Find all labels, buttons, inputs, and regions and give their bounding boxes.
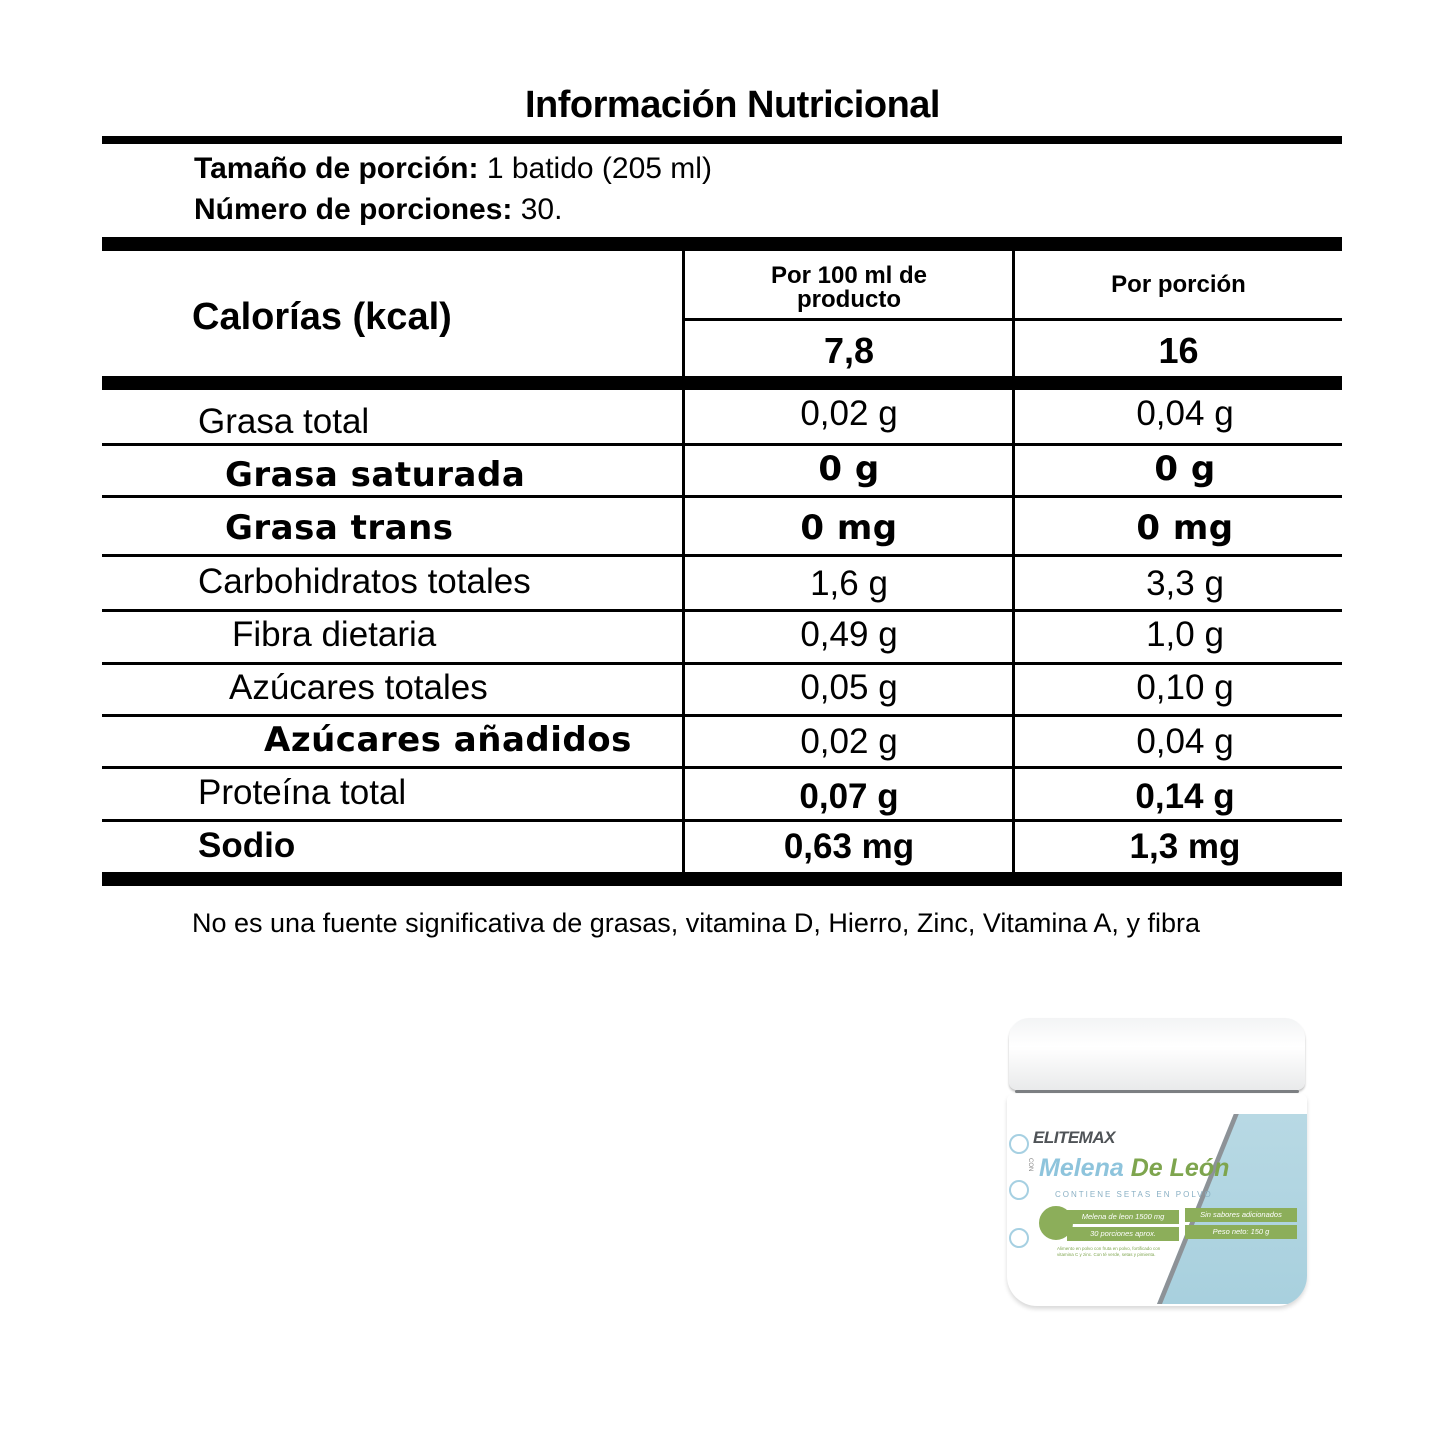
fat-saturated-per-100ml: 0 g: [818, 449, 880, 489]
column-header-per-100ml-line1: Por 100 ml de: [770, 262, 928, 289]
row-divider: [102, 662, 1342, 665]
fiber-per-serving: 1,0 g: [1146, 615, 1224, 654]
carbs-total-per-100ml: 1,6 g: [810, 564, 888, 603]
fat-trans-per-serving: 0 mg: [1136, 508, 1234, 548]
product-tag: Peso neto: 150 g: [1185, 1225, 1297, 1239]
column-header-per-serving: Por porción: [1111, 271, 1246, 298]
row-divider: [102, 766, 1342, 769]
jar-lid: [1009, 1018, 1305, 1090]
nutrient-name-protein: Proteína total: [198, 773, 407, 812]
nutrient-name-sodium: Sodio: [198, 826, 296, 865]
nutrient-name-fat-saturated: Grasa saturada: [225, 455, 526, 495]
side-badge-icon: [1009, 1134, 1029, 1154]
footnote: No es una fuente significativa de grasas, vitamina D, Hierro, Zinc, Vitamina A, y fibra: [192, 908, 1200, 938]
product-con-text: CON: [1027, 1158, 1033, 1172]
sugars-total-per-serving: 0,10 g: [1136, 668, 1234, 707]
servings-count-value: 30.: [520, 193, 563, 226]
jar-body: [1007, 1094, 1307, 1306]
sodium-per-serving: 1,3 mg: [1129, 827, 1241, 866]
serving-size-value: 1 batido (205 ml): [486, 152, 712, 185]
product-brand: ELITEMAX: [1033, 1128, 1115, 1147]
row-divider: [102, 714, 1342, 717]
thick-rule-calories: [102, 376, 1342, 390]
nutrient-name-carbs-total: Carbohidratos totales: [198, 562, 531, 601]
product-name-part3: León: [1169, 1154, 1230, 1182]
serving-size-label: Tamaño de porción:: [194, 152, 479, 185]
product-name-part2: De: [1130, 1154, 1163, 1182]
column-header-per-100ml-line2: producto: [797, 286, 901, 313]
servings-count-label: Número de porciones:: [194, 193, 513, 226]
product-name: [1039, 1154, 1229, 1183]
calories-per-100ml: 7,8: [823, 330, 875, 371]
sugars-added-per-100ml: 0,02 g: [800, 722, 898, 761]
column-header-per-100ml: [685, 264, 1013, 312]
fiber-per-100ml: 0,49 g: [800, 615, 898, 654]
product-image: [1003, 1018, 1311, 1308]
nutrient-name-fat-trans: Grasa trans: [225, 508, 454, 548]
product-tag: Melena de leon 1500 mg: [1067, 1210, 1179, 1224]
protein-per-100ml: 0,07 g: [799, 777, 899, 816]
side-badge-icon: [1009, 1228, 1029, 1248]
nutrient-name-fat-total: Grasa total: [198, 402, 370, 441]
calories-per-serving: 16: [1158, 330, 1199, 371]
fat-total-per-serving: 0,04 g: [1136, 394, 1234, 433]
product-subtitle: CONTIENE SETAS EN POLVO: [1055, 1190, 1213, 1199]
row-divider: [102, 819, 1342, 822]
product-tag: 30 porciones aprox.: [1067, 1227, 1179, 1241]
serving-size: [194, 152, 712, 186]
calories-label: Calorías (kcal): [192, 296, 452, 338]
sugars-total-per-100ml: 0,05 g: [800, 668, 898, 707]
product-tag: Sin sabores adicionados: [1185, 1208, 1297, 1222]
side-badge-icon: [1009, 1180, 1029, 1200]
thick-rule-top: [102, 237, 1342, 251]
nutrient-name-sugars-total: Azúcares totales: [229, 668, 488, 707]
sodium-per-100ml: 0,63 mg: [783, 827, 915, 866]
fat-trans-per-100ml: 0 mg: [800, 508, 898, 548]
row-divider: [102, 609, 1342, 612]
carbs-total-per-serving: 3,3 g: [1146, 564, 1224, 603]
nutrient-name-sugars-added: Azúcares añadidos: [264, 720, 632, 760]
protein-per-serving: 0,14 g: [1135, 777, 1235, 816]
jar-lid-edge: [1015, 1090, 1299, 1093]
thick-rule-bottom: [102, 872, 1342, 886]
fat-total-per-100ml: 0,02 g: [800, 394, 898, 433]
label-title: Información Nutricional: [525, 84, 940, 126]
nutrient-name-fiber: Fibra dietaria: [232, 615, 437, 654]
top-rule: [102, 136, 1342, 144]
product-fine-print: Alimento en polvo con fruta en polvo, fortificado con vitamina C y zinc. Con té verde, setas y pimienta.: [1057, 1246, 1161, 1257]
row-divider: [102, 495, 1342, 498]
servings-count: [194, 193, 562, 227]
fat-saturated-per-serving: 0 g: [1154, 449, 1216, 489]
sugars-added-per-serving: 0,04 g: [1136, 722, 1234, 761]
product-name-part1: Melena: [1039, 1154, 1124, 1182]
row-divider: [102, 443, 1342, 446]
row-divider: [102, 554, 1342, 557]
